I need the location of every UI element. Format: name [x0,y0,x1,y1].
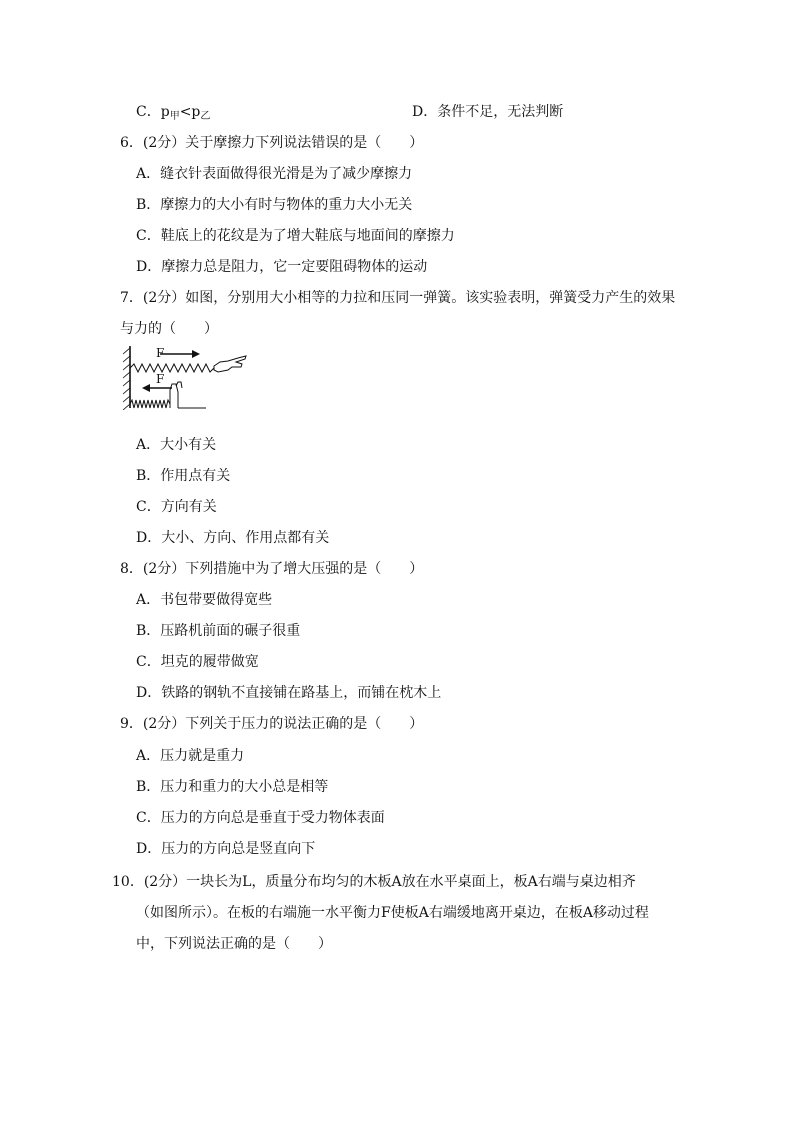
q8-option-b: B．压路机前面的碾子很重 [136,623,301,639]
q6-option-c: C．鞋底上的花纹是为了增大鞋底与地面间的摩擦力 [136,228,455,244]
bottom-force-label: F [156,372,165,386]
question-10-line3: 中，下列说法正确的是（ ） [136,936,332,952]
question-6-stem: 6．(2分）关于摩擦力下列说法错误的是（ ） [120,135,424,151]
q7-option-b: B．作用点有关 [136,468,231,484]
q9-option-a: A．压力就是重力 [136,748,245,764]
option-c-pressure: C．$p_甲<p_乙$ [136,104,211,122]
top-force-arrowhead [192,350,200,358]
q7-option-d: D．大小、方向、作用点都有关 [136,530,330,546]
q8-option-d: D．铁路的钢轨不直接铺在路基上，而铺在枕木上 [136,685,442,701]
question-7-stem-line2: 与力的（ ） [120,321,218,337]
q8-option-a: A．书包带要做得宽些 [136,592,273,608]
pressing-hand [170,384,206,408]
q6-option-b: B．摩擦力的大小有时与物体的重力大小无关 [136,197,413,213]
pulling-hand [214,356,246,372]
q7-option-a: A．大小有关 [136,437,217,453]
question-10-line1: 10．(2分）一块长为L，质量分布均匀的木板A放在水平桌面上，板A右端与桌边相齐 [112,874,636,890]
q8-option-c: C．坦克的履带做宽 [136,654,259,670]
option-d-insufficient: D．条件不足，无法判断 [412,104,564,120]
q9-option-d: D．压力的方向总是竖直向下 [136,841,316,857]
question-8-stem: 8．(2分）下列措施中为了增大压强的是（ ） [120,561,424,577]
bottom-force-arrowhead [142,384,150,392]
q6-option-a: A．缝衣针表面做得很光滑是为了减少摩擦力 [136,166,413,182]
spring-figure [120,342,250,410]
question-10-line2: （如图所示）。在板的右端施一水平衡力F使板A右端缓地离开桌边，在板A移动过程 [136,905,649,921]
top-force-label: F [156,346,165,360]
q6-option-d: D．摩擦力总是阻力，它一定要阻碍物体的运动 [136,259,428,275]
stretched-spring [130,364,214,372]
question-9-stem: 9．(2分）下列关于压力的说法正确的是（ ） [120,716,424,732]
wall-hatching [123,348,130,410]
compressed-spring [130,400,170,408]
question-7-stem-line1: 7．(2分）如图，分别用大小相等的力拉和压同一弹簧。该实验表明，弹簧受力产生的效果 [120,290,676,306]
q7-option-c: C．方向有关 [136,499,217,515]
q9-option-c: C．压力的方向总是垂直于受力物体表面 [136,810,385,826]
q9-option-b: B．压力和重力的大小总是相等 [136,779,329,795]
